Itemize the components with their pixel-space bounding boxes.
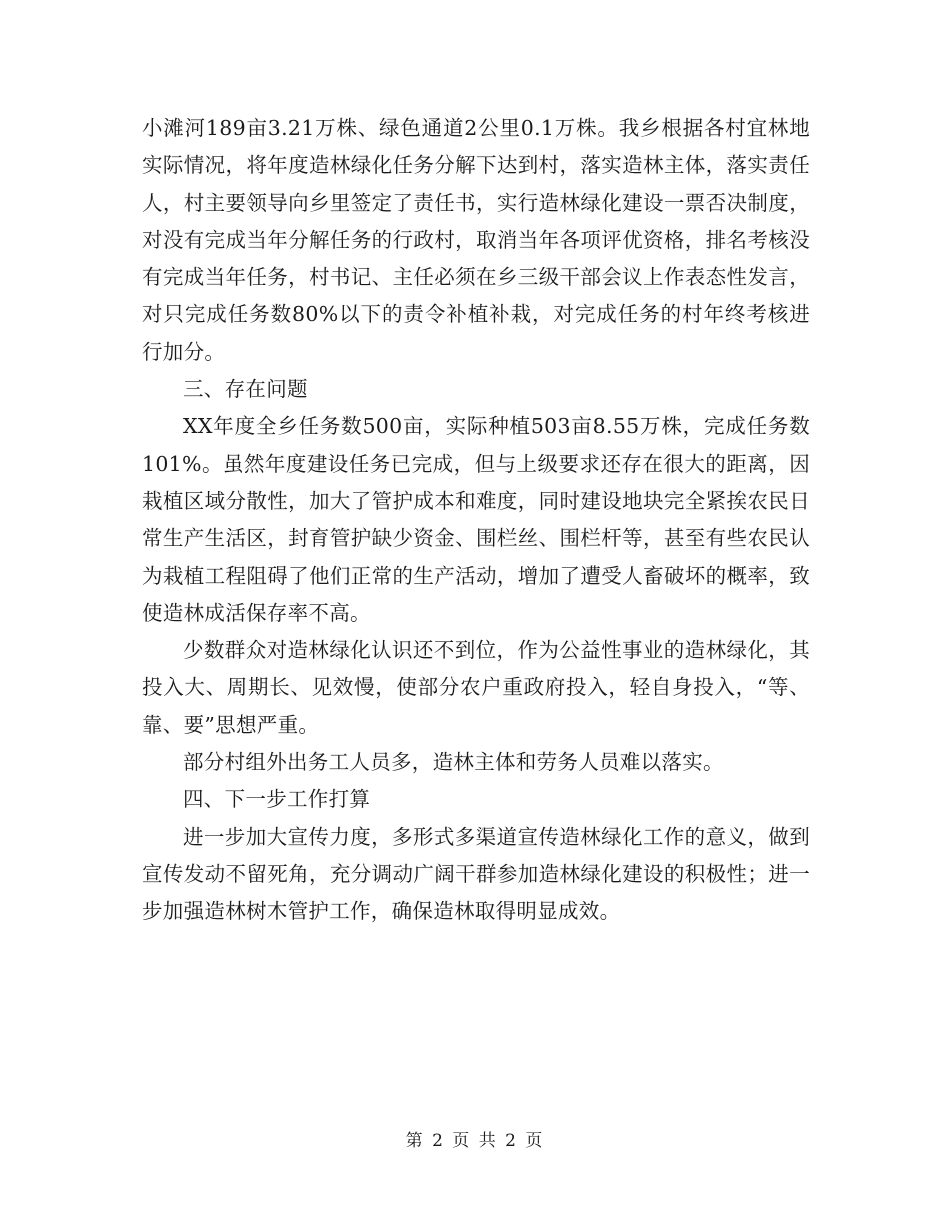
page-number-footer: 第 2 页 共 2 页	[405, 1131, 545, 1151]
document-body	[142, 110, 810, 931]
paragraph-annual-tasks: XX年度全乡任务数500亩，实际种植503亩8.55万株，完成任务数101%。虽然年度建设任务已完成，但与上级要求还存在很大的距离，因栽植区域分散性，加大了管护成本和难度，同时建设地块完全紧挨农民日常生产生活区，封育管护缺少资金、围栏丝、围栏杆等，甚至有些农民认为栽植工程阻碍了他们正常的生产活动，增加了遭受人畜破坏的概率，致使造林成活保存率不高。	[142, 414, 810, 625]
section-heading-next-steps: 四、下一步工作打算	[183, 787, 371, 812]
paragraph-labor-shortage: 部分村组外出务工人员多，造林主体和劳务人员难以落实。	[183, 750, 724, 775]
paragraph-next-steps: 进一步加大宣传力度，多形式多渠道宣传造林绿化工作的意义，做到宣传发动不留死角，充分调动广阔干群参加造林绿化建设的积极性；进一步加强造林树木管护工作，确保造林取得明显成效。	[142, 824, 810, 924]
paragraph-public-awareness: 少数群众对造林绿化认识还不到位，作为公益性事业的造林绿化，其投入大、周期长、见效慢，使部分农户重政府投入，轻自身投入，“等、靠、要”思想严重。	[142, 638, 810, 737]
section-heading-problems: 三、存在问题	[183, 377, 308, 402]
paragraph-task-breakdown: 小滩河189亩3.21万株、绿色通道2公里0.1万株。我乡根据各村宜林地实际情况，将年度造林绿化任务分解下达到村，落实造林主体，落实责任人，村主要领导向乡里签定了责任书，实行造林绿化建设一票否决制度，对没有完成当年分解任务的行政村，取消当年各项评优资格，排名考核没有完成当年任务，村书记、主任必须在乡三级干部会议上作表态性发言，对只完成任务数80%以下的责令补植补栽，对完成任务的村年终考核进行加分。	[142, 116, 810, 364]
